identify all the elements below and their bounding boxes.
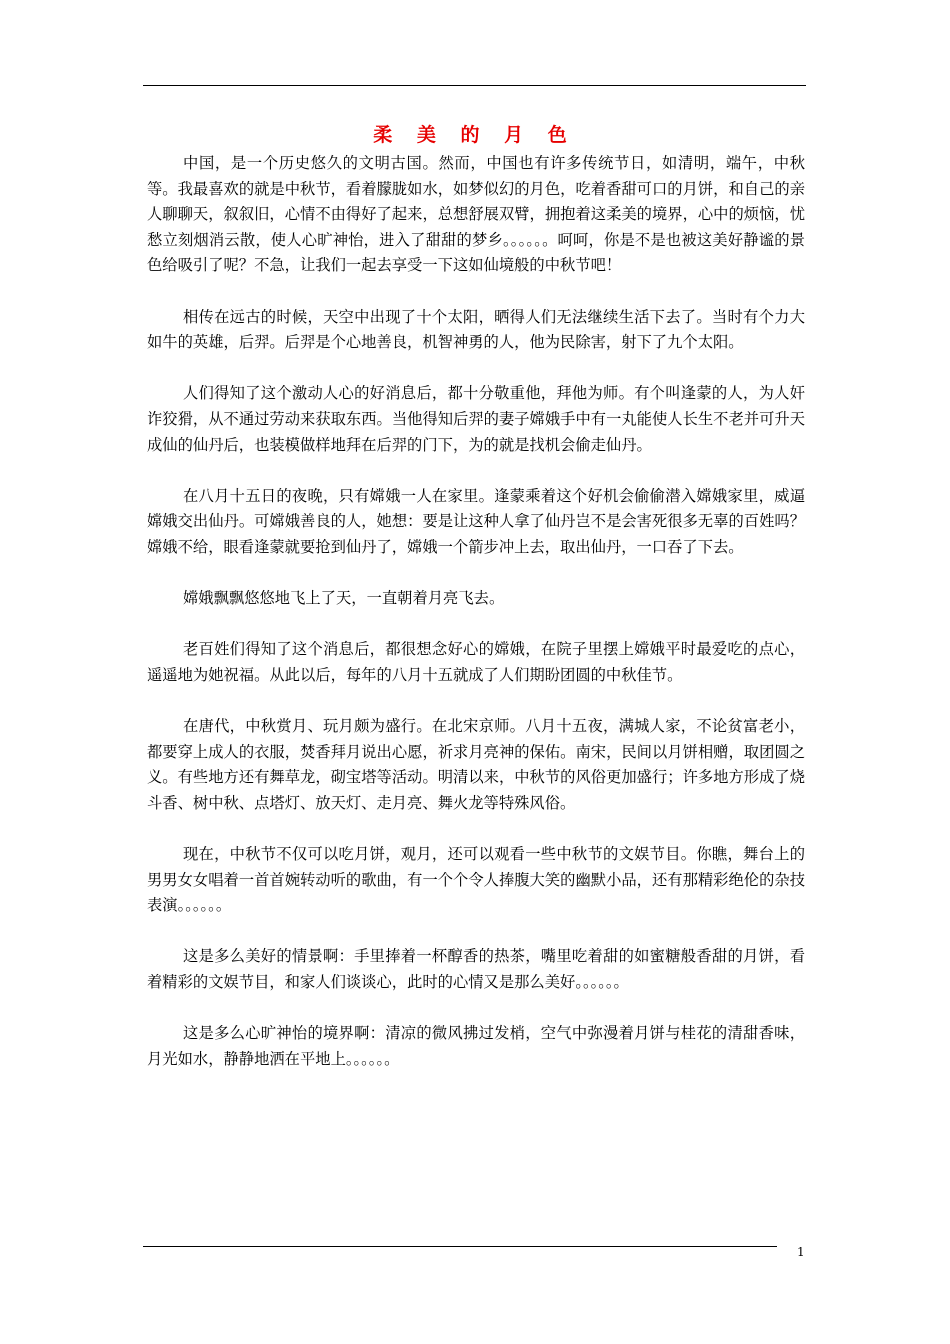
footer-rule bbox=[143, 1246, 777, 1247]
paragraph-6: 老百姓们得知了这个消息后，都很想念好心的嫦娥，在院子里摆上嫦娥平时最爱吃的点心，遥遥地为她祝福。从此以后，每年的八月十五就成了人们期盼团圆的中秋佳节。 bbox=[147, 640, 805, 684]
paragraph-3: 人们得知了这个激动人心的好消息后，都十分敬重他，拜他为师。有个叫逢蒙的人，为人奸诈狡猾，从不通过劳动来获取东西。当他得知后羿的妻子嫦娥手中有一丸能使人长生不老并可升天成仙的仙丹后，也装模做样地拜在后羿的门下，为的就是找机会偷走仙丹。 bbox=[147, 384, 805, 454]
paragraph-7: 在唐代，中秋赏月、玩月颇为盛行。在北宋京师。八月十五夜，满城人家，不论贫富老小，都要穿上成人的衣服，焚香拜月说出心愿，祈求月亮神的保佑。南宋，民间以月饼相赠，取团圆之义。有些地方还有舞草龙，砌宝塔等活动。明清以来，中秋节的风俗更加盛行；许多地方形成了烧斗香、树中秋、点塔灯、放天灯、走月亮、舞火龙等特殊风俗。 bbox=[147, 717, 805, 812]
page-number: 1 bbox=[797, 1245, 805, 1259]
paragraph-1: 中国，是一个历史悠久的文明古国。然而，中国也有许多传统节日，如清明，端午，中秋等。我最喜欢的就是中秋节，看着朦胧如水，如梦似幻的月色，吃着香甜可口的月饼，和自己的亲人聊聊天，叙叙旧，心情不由得好了起来，总想舒展双臂，拥抱着这柔美的境界，心中的烦恼，忧愁立刻烟消云散，使人心旷神怡，进入了甜甜的梦乡。。。。。。呵呵，你是不是也被这美好静谧的景色给吸引了呢？不急，让我们一起去享受一下这如仙境般的中秋节吧！ bbox=[147, 154, 805, 275]
paragraph-4: 在八月十五日的夜晚，只有嫦娥一人在家里。逢蒙乘着这个好机会偷偷潜入嫦娥家里，威逼嫦娥交出仙丹。可嫦娥善良的人，她想：要是让这种人拿了仙丹岂不是会害死很多无辜的百姓吗？嫦娥不给，眼看逢蒙就要抢到仙丹了，嫦娥一个箭步冲上去，取出仙丹，一口吞了下去。 bbox=[147, 486, 805, 556]
paragraph-5: 嫦娥飘飘悠悠地飞上了天，一直朝着月亮飞去。 bbox=[183, 589, 505, 608]
paragraph-9: 这是多么美好的情景啊：手里捧着一杯醇香的热茶，嘴里吃着甜的如蜜糖般香甜的月饼，看着精彩的文娱节目，和家人们谈谈心，此时的心情又是那么美好。。。。。。 bbox=[147, 947, 805, 991]
paragraph-8: 现在，中秋节不仅可以吃月饼，观月，还可以观看一些中秋节的文娱节目。你瞧，舞台上的男男女女唱着一首首婉转动听的歌曲，有一个个令人捧腹大笑的幽默小品，还有那精彩绝伦的杂技表演。。。。。。 bbox=[147, 845, 805, 915]
document-body bbox=[147, 151, 805, 1098]
paragraph-2: 相传在远古的时候，天空中出现了十个太阳，晒得人们无法继续生活下去了。当时有个力大如牛的英雄，后羿。后羿是个心地善良，机智神勇的人，他为民除害，射下了九个太阳。 bbox=[147, 307, 805, 352]
paragraph-10: 这是多么心旷神怡的境界啊：清凉的微风拂过发梢，空气中弥漫着月饼与桂花的清甜香味，月光如水，静静地洒在平地上。。。。。。 bbox=[147, 1024, 805, 1068]
header-rule bbox=[143, 85, 806, 86]
document-title: 柔 美 的 月 色 bbox=[373, 124, 576, 146]
